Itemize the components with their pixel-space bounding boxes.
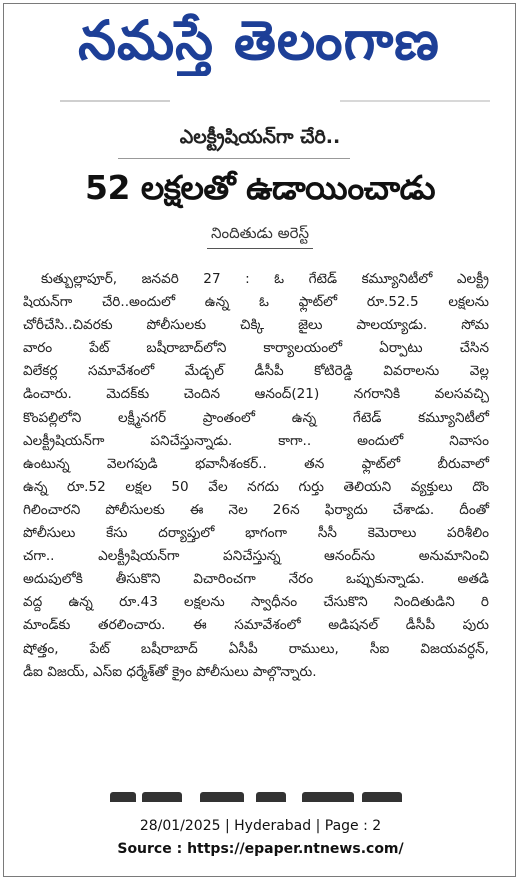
article-line: ఉన్న రూ.52 లక్షల 50 వేల నగదు గుర్తు తెలియని వ్యక్తులు దొం — [23, 478, 489, 495]
cropped-glyph — [142, 792, 182, 802]
article-line: గిలించారని పోలీసులకు ఈ నెల 26న ఫిర్యాదు చేశాడు. దీంతో — [23, 501, 489, 518]
newspaper-masthead: నమస్తే తెలంగాణ — [78, 9, 440, 72]
article-body — [23, 268, 489, 684]
article-line: పోలీసులు కేసు దర్యాప్తులో భాగంగా సీసీ కెమెరాలు పరిశీలిం — [23, 525, 489, 542]
article-line: కుత్బుల్లాపూర్, జనవరి 27 : ఓ గేటెడ్ కమ్యూనిటీలో ఎలక్ట్రీ — [41, 271, 489, 287]
article-kicker: ఎలక్ట్రీషియన్‌గా చేరి.. — [179, 126, 341, 148]
kicker-underline — [118, 158, 350, 159]
article-line: అదుపులోకి తీసుకొని విచారించగా నేరం ఒప్పుకున్నాడు. అతడి — [23, 571, 489, 588]
masthead-rule-right — [340, 100, 490, 102]
article-line: డించారు. మెదక్‌కు చెందిన ఆనంద్(21) నగరానికి వలసవచ్చి — [23, 386, 489, 403]
article-subhead: నిందితుడు అరెస్ట్ — [207, 222, 313, 249]
article-line: షోత్తం, పేట్ బషీరాబాద్ ఏసీపీ రాములు, సీఐ విజయవర్ధన్, — [23, 640, 489, 657]
article-line: డీఐ విజయ్, ఎస్ఐ ధర్మేశ్‌తో క్రైం పోలీసులు పాల్గొన్నారు. — [23, 663, 317, 680]
article-subhead-wrapper — [130, 222, 390, 249]
cropped-next-headline — [96, 788, 416, 802]
article-line: ఎలక్ట్రీషియన్‌గా పనిచేస్తున్నాడు. కాగా.. అందులో నివాసం — [23, 432, 489, 449]
article-line: వారం పేట్ బషీరాబాద్‌లోని కార్యాలయంలో ఏర్పాటు చేసిన — [23, 340, 489, 357]
article-line: షియన్‌గా చేరి..అందులో ఉన్న ఓ ఫ్లాట్‌లో రూ.52.5 లక్షలను — [23, 294, 489, 311]
footer-source-link[interactable]: Source : https://epaper.ntnews.com/ — [117, 841, 404, 857]
article-line: ఉంటున్న వెలగపుడి భవానీశంకర్.. తన ఫ్లాట్‌లో బీరువాలో — [23, 455, 489, 472]
footer-date-line: 28/01/2025 | Hyderabad | Page : 2 — [139, 818, 382, 834]
cropped-glyph — [302, 792, 354, 802]
article-line: విలేకర్ల సమావేశంలో మేడ్చల్ డీసీపీ కోటిరెడ్డి వివరాలను వెల్ల — [23, 363, 489, 380]
article-line: వద్ద ఉన్న రూ.43 లక్షలను స్వాధీనం చేసుకొని నిందితుడిని రి — [23, 594, 489, 611]
article-headline: 52 లక్షలతో ఉడాయించాడు — [84, 168, 436, 207]
article-line: చోరీచేసి..చివరకు పోలీసులకు చిక్కి జైలు పాలయ్యాడు. సోమ — [23, 317, 489, 334]
article-line: కొంపల్లిలోని లక్ష్మీనగర్ ప్రాంతంలో ఉన్న గేటెడ్ కమ్యూనిటీలో — [23, 409, 489, 426]
masthead-rule-left — [60, 100, 170, 102]
article-line: చగా.. ఎలక్ట్రీషియన్‌గా పనిచేస్తున్న ఆనంద్‌ను అనుమానించి — [23, 548, 489, 565]
cropped-glyph — [362, 792, 402, 802]
article-line: మాండ్‌కు తరలించారు. ఈ సమావేశంలో అడిషనల్ డీసీపీ పురు — [23, 617, 489, 634]
cropped-glyph — [200, 792, 244, 802]
cropped-glyph — [110, 792, 136, 802]
cropped-glyph — [256, 792, 286, 802]
